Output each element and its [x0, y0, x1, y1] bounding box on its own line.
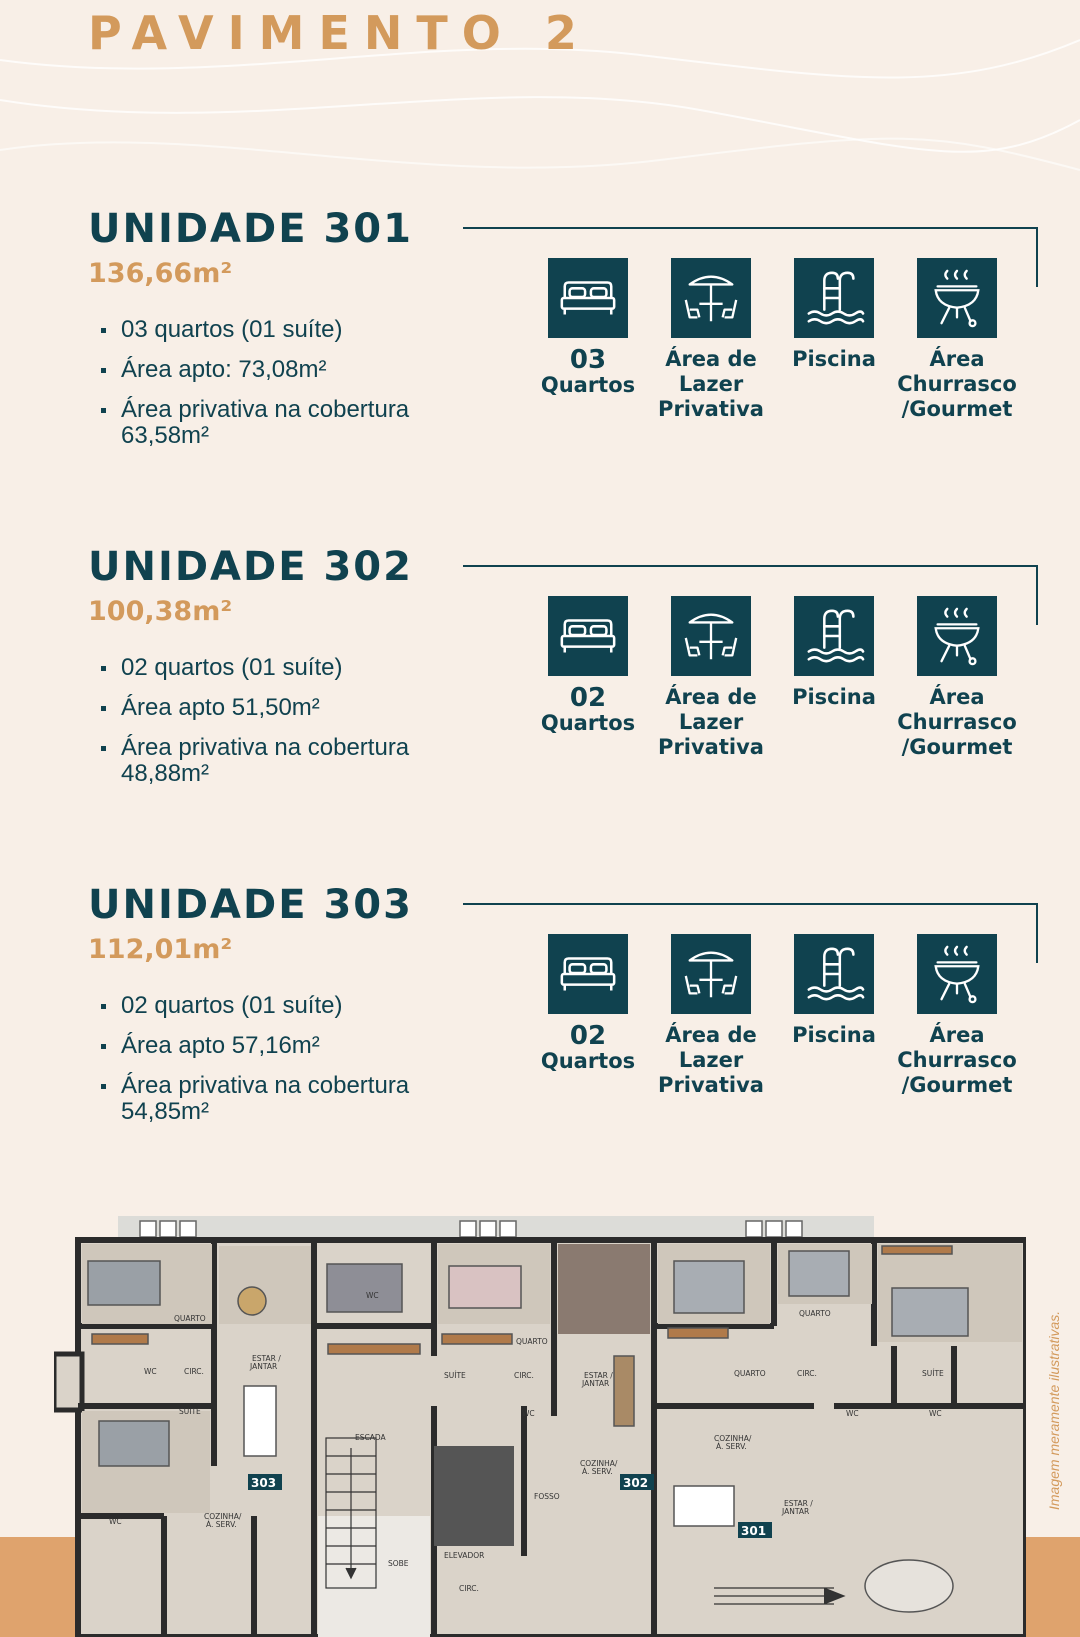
amenity-bbq: [887, 934, 1027, 1098]
patio-umbrella-icon: [671, 596, 751, 676]
bbq-label-1: Área: [929, 347, 985, 371]
plan-label-circ: CIRC.: [514, 1371, 534, 1380]
unit-tag-303: 303: [251, 1476, 277, 1490]
rooms-count: 02: [569, 1021, 607, 1051]
leisure-label-2: Lazer: [678, 372, 744, 396]
bed-icon: [548, 934, 628, 1014]
bed-icon: [548, 596, 628, 676]
plan-label-jantar: JANTAR: [782, 1507, 810, 1516]
divider-line: [463, 565, 1038, 567]
unit-area: 100,38m²: [88, 596, 233, 627]
feature-item: Área privativa na cobertura 63,58m²: [101, 397, 481, 449]
plan-label-aserv: Á. SERV.: [206, 1520, 237, 1529]
divider-drop: [1036, 565, 1038, 625]
leisure-label-2: Lazer: [678, 1048, 744, 1072]
plan-label-fosso: FOSSO: [534, 1492, 560, 1501]
balcony-left: [54, 1354, 82, 1410]
feature-item: 02 quartos (01 suíte): [101, 655, 481, 681]
plan-label-estar: ESTAR /: [584, 1371, 613, 1380]
unit-302: [0, 544, 1080, 844]
plan-label-quarto: QUARTO: [799, 1309, 831, 1318]
rooms-label: Quartos: [540, 1049, 636, 1073]
pool-label: Piscina: [792, 1023, 876, 1047]
plan-label-suite: SUÍTE: [179, 1407, 201, 1416]
plan-label-quarto: QUARTO: [734, 1369, 766, 1378]
amenity-bedrooms: [518, 258, 658, 398]
pool-ladder-icon: [794, 596, 874, 676]
unit-301: [0, 206, 1080, 506]
plan-label-jantar: JANTAR: [582, 1379, 610, 1388]
rooms-count: 02: [569, 683, 607, 713]
pool-ladder-icon: [794, 258, 874, 338]
feature-item: Área apto: 73,08m²: [101, 357, 481, 383]
unit-name: UNIDADE 302: [88, 544, 413, 590]
plan-label-circ: CIRC.: [459, 1584, 479, 1593]
feature-item: Área privativa na cobertura 54,85m²: [101, 1073, 481, 1125]
leisure-label-2: Lazer: [678, 710, 744, 734]
pool-label: Piscina: [792, 347, 876, 371]
floor-title: PAVIMENTO 2: [88, 6, 591, 60]
plan-label-circ: CIRC.: [184, 1367, 204, 1376]
amenity-pool: [764, 934, 904, 1048]
pool-ladder-icon: [794, 934, 874, 1014]
feature-item: Área apto 51,50m²: [101, 695, 481, 721]
unit-303: [0, 882, 1080, 1182]
feature-list: [101, 993, 481, 1139]
patio-umbrella-icon: [671, 934, 751, 1014]
unit-tag-302: 302: [623, 1476, 649, 1490]
unit-area: 112,01m²: [88, 934, 233, 965]
amenity-pool: [764, 596, 904, 710]
unit-name: UNIDADE 303: [88, 882, 413, 928]
rooms-label: Quartos: [540, 711, 636, 735]
plan-label-cozinha: COZINHA/: [204, 1512, 242, 1521]
grill-icon: [917, 596, 997, 676]
plan-label-wc: WC: [522, 1409, 535, 1418]
divider-drop: [1036, 227, 1038, 287]
plan-label-wc: WC: [929, 1409, 942, 1418]
unit-name: UNIDADE 301: [88, 206, 413, 252]
amenity-bedrooms: [518, 934, 658, 1074]
leisure-label-1: Área de: [665, 347, 757, 371]
grill-icon: [917, 934, 997, 1014]
plan-label-estar: ESTAR /: [784, 1499, 813, 1508]
disclaimer: Imagem meramente ilustrativas.: [1046, 1310, 1062, 1510]
plan-label-elevador: ELEVADOR: [444, 1551, 485, 1560]
bbq-label-2: Churrasco: [897, 372, 1017, 396]
bbq-label-3: /Gourmet: [901, 397, 1013, 421]
unit-tag-301: 301: [741, 1524, 767, 1538]
plan-label-aserv: Á. SERV.: [716, 1442, 747, 1451]
plan-label-jantar: JANTAR: [250, 1362, 278, 1371]
amenity-leisure: [641, 596, 781, 760]
feature-item: Área apto 57,16m²: [101, 1033, 481, 1059]
amenity-bbq: [887, 596, 1027, 760]
feature-list: [101, 317, 481, 463]
plan-label-quarto: QUARTO: [174, 1314, 206, 1323]
amenity-leisure: [641, 258, 781, 422]
bed-icon: [548, 258, 628, 338]
grill-icon: [917, 258, 997, 338]
plan-label-cozinha: COZINHA/: [714, 1434, 752, 1443]
amenity-leisure: [641, 934, 781, 1098]
leisure-label-1: Área de: [665, 685, 757, 709]
floor-plan: [54, 1216, 1026, 1637]
plan-label-escada: ESCADA: [355, 1433, 386, 1442]
leisure-label-3: Privativa: [658, 1073, 764, 1097]
rooms-count: 03: [569, 345, 607, 375]
leisure-label-3: Privativa: [658, 735, 764, 759]
feature-item: 02 quartos (01 suíte): [101, 993, 481, 1019]
plan-label-suite: SUÍTE: [444, 1371, 466, 1380]
plan-label-cozinha: COZINHA/: [580, 1459, 618, 1468]
plan-label-sobe: SOBE: [388, 1559, 409, 1568]
plan-label-circ: CIRC.: [797, 1369, 817, 1378]
divider-line: [463, 227, 1038, 229]
plan-label-wc: WC: [109, 1517, 122, 1526]
divider-line: [463, 903, 1038, 905]
bbq-label-1: Área: [929, 685, 985, 709]
amenity-bedrooms: [518, 596, 658, 736]
amenity-pool: [764, 258, 904, 372]
amenity-bbq: [887, 258, 1027, 422]
leisure-label-3: Privativa: [658, 397, 764, 421]
plan-label-suite: SUÍTE: [922, 1369, 944, 1378]
rooms-label: Quartos: [540, 373, 636, 397]
plan-label-wc: WC: [846, 1409, 859, 1418]
plan-label-aserv: Á. SERV.: [582, 1467, 613, 1476]
patio-umbrella-icon: [671, 258, 751, 338]
feature-list: [101, 655, 481, 801]
plan-label-wc: WC: [366, 1291, 379, 1300]
plan-label-estar: ESTAR /: [252, 1354, 281, 1363]
bbq-label-2: Churrasco: [897, 710, 1017, 734]
feature-item: 03 quartos (01 suíte): [101, 317, 481, 343]
bbq-label-3: /Gourmet: [901, 735, 1013, 759]
divider-drop: [1036, 903, 1038, 963]
unit-area: 136,66m²: [88, 258, 233, 289]
leisure-label-1: Área de: [665, 1023, 757, 1047]
bbq-label-2: Churrasco: [897, 1048, 1017, 1072]
bbq-label-3: /Gourmet: [901, 1073, 1013, 1097]
pool-label: Piscina: [792, 685, 876, 709]
plan-label-quarto: QUARTO: [516, 1337, 548, 1346]
bbq-label-1: Área: [929, 1023, 985, 1047]
feature-item: Área privativa na cobertura 48,88m²: [101, 735, 481, 787]
plan-label-wc: WC: [144, 1367, 157, 1376]
